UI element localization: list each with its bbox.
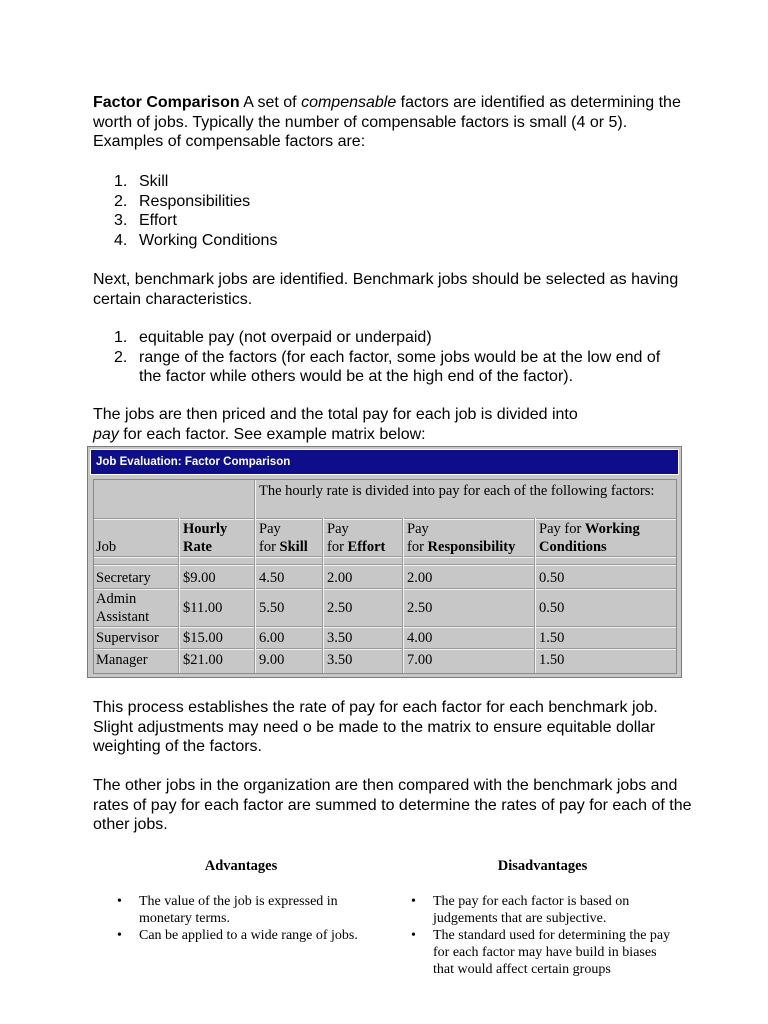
list-item: • Can be applied to a wide range of jobs. [117,928,358,943]
section-heading: Factor Comparison [93,94,240,111]
list-item: 1. Skill [114,173,169,190]
benchmark-paragraph: Next, benchmark jobs are identified. Benchmark jobs should be selected as having certain characteristics. [93,271,679,308]
disadvantages-column [405,858,680,978]
list-item: 2. Responsibilities [114,192,251,210]
factor-comparison-table [87,446,682,678]
list-item: 4. Working Conditions [114,231,278,249]
list-item: • The value of the job is expressed in monetary terms. [117,894,338,926]
characteristics-list [93,328,683,387]
process-paragraph: This process establishes the rate of pay for each factor for each benchmark job. Slight adjustments may need o be made to the matrix to ensure equitable dollar weighting of the factors. [93,699,658,756]
column-header-working-conditions: Pay for Working Conditions [539,521,640,555]
advantages-heading: Advantages [204,858,278,874]
column-header-effort: Pay for Effort [327,521,386,555]
column-header-responsibility: Pay for Responsibility [407,521,516,555]
list-item: 1. equitable pay (not overpaid or underpaid) [114,329,432,346]
table-body: The hourly rate is divided into pay for each of the following factors: Job Hourly Rate Pay for Skill Pay for Effort Pay for Responsibility Pay for Working Conditions Secretary $9.00 4.50 2.00 2.00 0.50 Admin Assistant $11.00 5.50 2.50 2.50 0.50 Supervisor $15.00 6.00 3.50 4.00 1.50 Manager $21.00 9.00 3.50 7.00 1.50 [93,479,677,674]
pricing-paragraph: The jobs are then priced and the total pay for each job is divided into pay for each factor. See example matrix below: [93,406,578,443]
intro-paragraph: Factor Comparison A set of compensable factors are identified as determining the worth of jobs. Typically the number of compensable factors is small (4 or 5). Examples of compensable factors are: [93,94,681,151]
table-title: Job Evaluation: Factor Comparison [96,456,291,468]
list-item: 3. Effort [114,212,177,230]
span-header: The hourly rate is divided into pay for each of the following factors: [259,483,655,499]
list-item: • The pay for each factor is based on judgements that are subjective. [411,894,630,926]
column-header-job: Job [96,539,117,555]
factors-list [93,172,693,250]
other-jobs-paragraph: The other jobs in the organization are then compared with the benchmark jobs and rates of pay for each factor are summed to determine the rates of pay for each of the other jobs. [93,777,692,834]
column-header-hourly-rate: Hourly Rate [183,521,228,555]
list-item: • The standard used for determining the pay for each factor may have build in biases that would affect certain groups [411,928,671,977]
disadvantages-heading: Disadvantages [497,858,588,874]
list-item: 2. range of the factors (for each factor, some jobs would be at the low end of the factor while others would be at the high end of the factor). [114,348,661,386]
column-header-skill: Pay for Skill [259,521,308,555]
table-title-bar [90,449,679,475]
advantages-column [111,858,371,944]
